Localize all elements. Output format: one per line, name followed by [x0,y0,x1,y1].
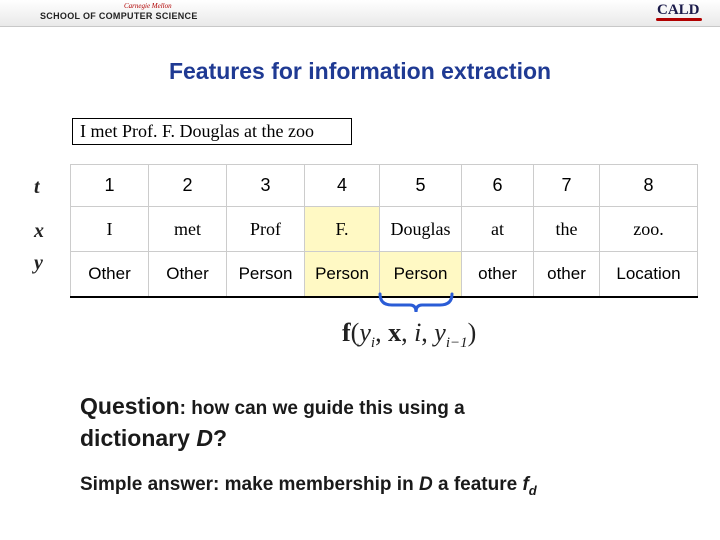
answer-text: Simple answer: make membership in D a feature $f_d$ [80,474,537,498]
table-cell: other [462,252,534,298]
table-cell: 6 [462,165,534,207]
sequence-table [70,164,698,298]
table-cell: 8 [600,165,698,207]
table-cell: Other [71,252,149,298]
cald-logo-swoosh [656,18,702,21]
row-label-y: y [34,252,43,274]
table-cell: Prof [227,207,305,252]
question-text: Question: how can we guide this using a dictionary D? [80,393,465,451]
row-label-t: t [34,176,40,198]
table-cell: Douglas [380,207,462,252]
table-cell-highlighted: Person [305,252,380,298]
table-cell: at [462,207,534,252]
table-cell: 7 [534,165,600,207]
table-cell: Person [227,252,305,298]
table-cell: 4 [305,165,380,207]
slide-title: Features for information extraction [168,58,552,84]
table-cell: Location [600,252,698,298]
table-cell: 3 [227,165,305,207]
table-cell: other [534,252,600,298]
table-cell: I [71,207,149,252]
cald-logo: CALD [657,2,700,18]
table-cell: 2 [149,165,227,207]
table-cell: met [149,207,227,252]
cmu-wordmark: Carnegie Mellon [124,2,172,10]
table-cell: 1 [71,165,149,207]
table-cell: Other [149,252,227,298]
table-cell: zoo. [600,207,698,252]
table-cell-highlighted: F. [305,207,380,252]
row-label-x: x [34,220,44,242]
position-row [71,165,698,207]
label-row [71,252,698,298]
table-cell: 5 [380,165,462,207]
table-cell-highlighted: Person [380,252,462,298]
token-row [71,207,698,252]
header-bar [0,0,720,27]
example-sentence: I met Prof. F. Douglas at the zoo [72,118,352,145]
feature-formula: $f(y_i$, x, i, $y_{i-1}$) [342,318,477,352]
school-name: SCHOOL OF COMPUTER SCIENCE [40,11,198,21]
table-cell: the [534,207,600,252]
curly-brace-icon [376,292,456,314]
